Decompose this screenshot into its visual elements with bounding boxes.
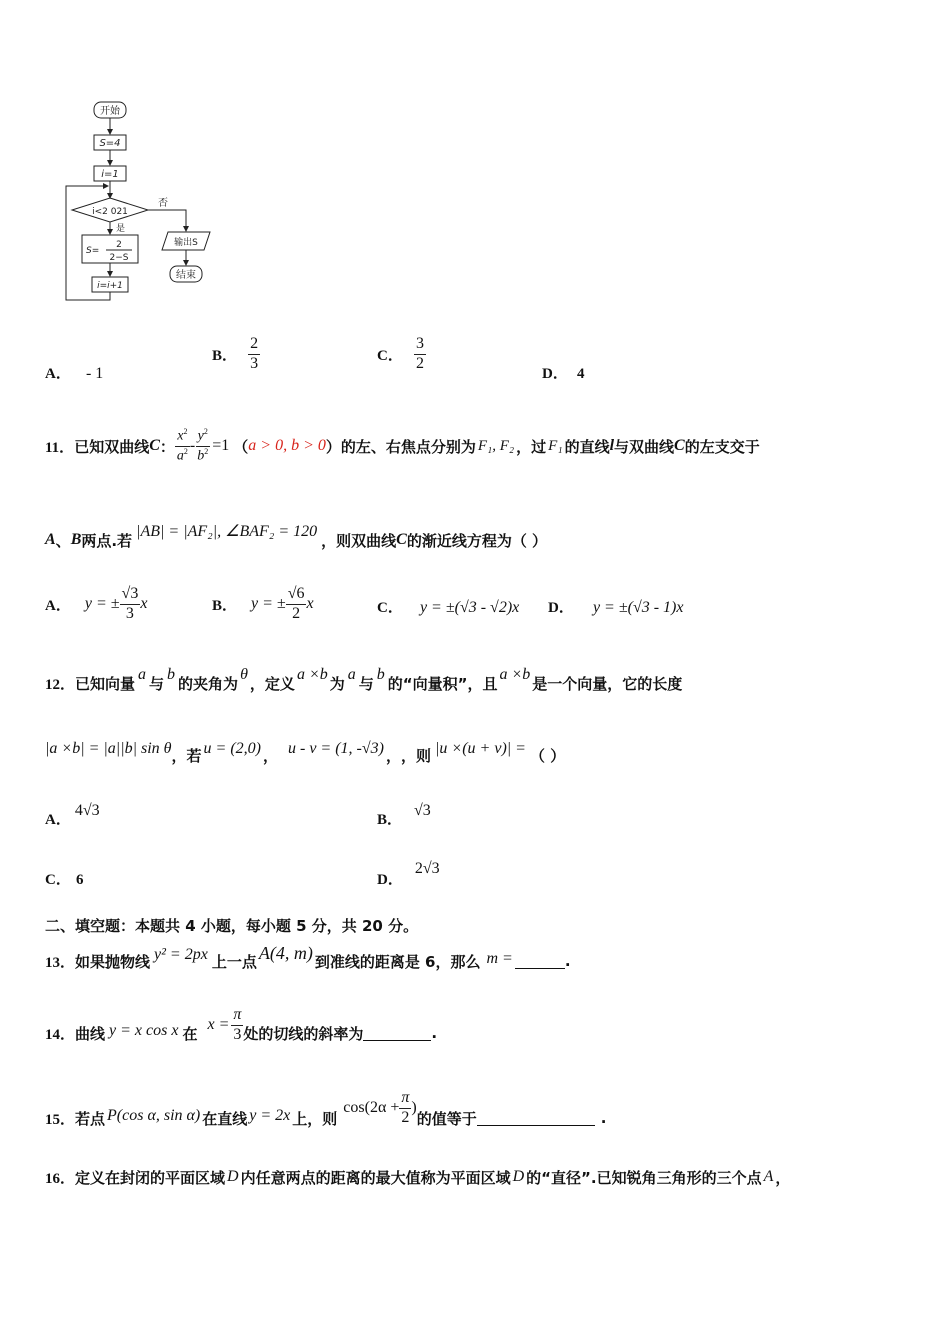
q14-x-eq: x =	[207, 1016, 230, 1033]
q14-end: .	[431, 1024, 438, 1042]
q15-text-1: 若点	[75, 1109, 106, 1128]
q12-text-3: 的夹角为	[178, 674, 239, 693]
flowchart	[60, 98, 230, 308]
flowchart-start-text: 开始	[100, 106, 120, 117]
q11-text-5: 与双曲线	[614, 437, 675, 456]
q11-line2	[45, 522, 547, 558]
q11-option-b-pre: y = ±	[251, 595, 286, 612]
q10-option-b-den: 3	[250, 354, 259, 372]
q12-text-10b: ，	[386, 746, 402, 765]
q12-line1	[45, 668, 682, 698]
q11-option-d-expr: y = ±(√3 - 1)x	[592, 599, 684, 616]
q11-paren-open: （	[233, 437, 249, 456]
q11-option-c	[377, 596, 519, 617]
q11-option-b-label: B．	[212, 597, 238, 614]
flowchart-end-text: 结束	[176, 270, 196, 281]
q12-text-9: ，若	[171, 746, 202, 765]
q10-option-d-label: D．	[542, 366, 568, 382]
q11-eq1: =1	[212, 437, 230, 454]
q14-answer-blank[interactable]	[363, 1026, 431, 1041]
q13	[45, 944, 571, 978]
q12-text-7: 的“向量积”，且	[387, 674, 498, 693]
q11-minus: -	[189, 437, 196, 454]
q12-text-10: ，	[262, 746, 278, 765]
q13-answer-blank[interactable]	[515, 954, 565, 969]
q11-text-7: 两点.若	[81, 531, 133, 550]
q11-foci: F₁, F₂	[477, 437, 515, 454]
q12-option-d-label: D．	[377, 872, 403, 888]
q12-option-d-value: 2√3	[414, 859, 440, 877]
q11-text-9: 的渐近线方程为（ ）	[406, 531, 548, 550]
q11-sep: 、	[55, 531, 71, 550]
q10-option-c-label: C．	[377, 347, 403, 364]
flowchart-assign-lhs: S=	[86, 246, 100, 256]
q12-line2	[45, 738, 565, 772]
q11-condition: a > 0, b > 0	[248, 437, 326, 454]
section-2-heading: 二、填空题：本题共 4 小题，每小题 5 分，共 20 分。	[45, 917, 419, 935]
q15-end: .	[600, 1109, 607, 1127]
q15	[45, 1083, 606, 1133]
q16-text-1: 定义在封闭的平面区域	[75, 1168, 226, 1187]
q15-number: 15．	[45, 1111, 76, 1128]
q10-option-b-num: 2	[248, 336, 260, 355]
q15-line: y = 2x	[249, 1107, 291, 1124]
q13-number: 13．	[45, 954, 76, 971]
q12-expression: |u ×(u + v)| =	[435, 740, 526, 757]
flowchart-output-text: 输出S	[174, 238, 198, 248]
q11-y: y	[197, 428, 204, 444]
q11-option-d	[548, 596, 683, 617]
q11-sup-y: 2	[203, 427, 208, 437]
flowchart-yes-text: 是	[116, 224, 126, 234]
q11-l: l	[609, 437, 615, 454]
q11-option-b	[212, 580, 314, 628]
q12-option-b-label: B．	[377, 812, 403, 828]
q11-text-3: ，过	[516, 437, 547, 456]
q12-text-2: 与	[149, 674, 165, 693]
q12-text-5: 为	[329, 674, 345, 693]
q13-equation: y² = 2px	[154, 946, 208, 963]
q12-text-4: ，定义	[249, 674, 295, 693]
q11-c3: C	[396, 531, 407, 548]
q12-option-b-value: √3	[414, 801, 431, 819]
q11-number: 11．	[45, 439, 75, 456]
q16-d1: D	[227, 1168, 239, 1185]
q15-text-2: 在直线	[202, 1109, 248, 1128]
q12-text-6: 与	[358, 674, 374, 693]
q12-b-2: b	[376, 666, 385, 683]
q16-text-2: 内任意两点的距离的最大值称为平面区域	[240, 1168, 511, 1187]
q10-option-a-value: - 1	[85, 365, 104, 382]
q12-a-2: a	[347, 666, 356, 683]
q11-b: b	[197, 448, 205, 464]
q11-point-b: B	[70, 531, 82, 548]
q15-text-3: 上，则	[292, 1109, 338, 1128]
q11-sup-x: 2	[183, 427, 188, 437]
q12-u: u = (2,0)	[203, 740, 261, 757]
q11-option-a-post: x	[140, 595, 148, 612]
q15-pi: π	[399, 1090, 411, 1109]
q14-pi: π	[231, 1007, 243, 1026]
q11-option-a	[45, 580, 147, 628]
flowchart-no-text: 否	[158, 198, 168, 209]
q12-option-c-value: 6	[75, 872, 84, 888]
q16	[45, 1164, 790, 1190]
q11-option-a-label: A．	[45, 597, 71, 614]
q11-paren-close: ）	[325, 437, 341, 456]
q13-text-2: 上一点	[211, 952, 257, 971]
q12-option-a-value: 4√3	[74, 801, 100, 819]
q11-condition-2: |AB| = |AF₂|, ∠BAF₂ = 120	[136, 523, 318, 540]
q11-a: a	[176, 448, 184, 464]
q15-point: P(cos α, sin α)	[107, 1107, 201, 1124]
flowchart-s-init-text: S=4	[99, 138, 121, 149]
q14-text-3: 处的切线的斜率为	[243, 1024, 364, 1043]
flowchart-assign-num: 2	[116, 240, 122, 250]
q16-d2: D	[512, 1168, 525, 1185]
q14-text-2: 在	[182, 1024, 198, 1043]
q14	[45, 1000, 437, 1050]
q10-option-d	[542, 362, 584, 383]
q10-option-a	[45, 362, 103, 383]
q12-option-c-label: C．	[45, 872, 71, 888]
q10-option-c-num: 3	[414, 336, 426, 355]
q10-option-a-label: A．	[45, 366, 71, 382]
q10-option-c	[377, 336, 426, 373]
q12-text-12: （ ）	[529, 746, 566, 765]
q12-text-11: ，则	[401, 746, 432, 765]
q11-text-2: 的左、右焦点分别为	[340, 437, 476, 456]
q11-option-b-den: 2	[292, 604, 301, 622]
q12-text-8: 是一个向量，它的长度	[532, 674, 683, 693]
q12-uv: u - v = (1, -√3)	[288, 740, 384, 757]
q13-m: m =	[486, 950, 513, 967]
q14-equation: y = x cos x	[109, 1022, 179, 1039]
q11-option-a-pre: y = ±	[84, 595, 120, 612]
q11-sup-b: 2	[204, 446, 209, 456]
q14-number: 14．	[45, 1026, 76, 1043]
q10-option-c-den: 2	[415, 354, 424, 372]
q15-cos-post: )	[411, 1099, 417, 1116]
q11-line1	[45, 420, 760, 472]
flowchart-cond-text: i<2 021	[92, 207, 128, 217]
q10-option-d-value: 4	[576, 366, 585, 382]
q11-option-d-label: D．	[548, 600, 574, 616]
q12-definition: |a ×b| = |a||b| sin θ	[45, 740, 172, 757]
q12-axb-1: a ×b	[296, 666, 328, 683]
q14-three: 3	[233, 1025, 242, 1043]
q13-point: A(4, m)	[258, 942, 313, 963]
q13-end: .	[564, 952, 571, 970]
q15-text-4: 的值等于	[416, 1109, 477, 1128]
q12-option-b	[377, 800, 431, 828]
q11-point-a: A	[45, 531, 56, 548]
q16-end: ，	[775, 1168, 791, 1187]
q13-text-1: 如果抛物线	[75, 952, 151, 971]
q12-option-c	[45, 868, 83, 889]
q12-text-1: 已知向量	[75, 674, 136, 693]
q14-text-1: 曲线	[75, 1024, 106, 1043]
q15-two: 2	[401, 1108, 410, 1126]
q11-text-4: 的直线	[564, 437, 610, 456]
q11-text-8: ，则双曲线	[321, 531, 397, 550]
flowchart-assign-den: 2−S	[109, 253, 129, 263]
q11-text-6: 的左支交于	[684, 437, 760, 456]
q11-option-a-num: √3	[120, 586, 141, 605]
q11-text-1: 已知双曲线	[74, 437, 150, 456]
q12-option-a	[45, 800, 100, 828]
q11-c-var: C	[149, 437, 160, 454]
q11-option-c-expr: y = ±(√3 - √2)x	[419, 599, 520, 616]
q15-cos-pre: cos(2α +	[343, 1099, 400, 1116]
q11-option-a-den: 3	[125, 604, 134, 622]
q11-colon: ：	[159, 437, 175, 456]
q16-number: 16．	[45, 1170, 76, 1187]
q16-text-3: 的“直径”.已知锐角三角形的三个点	[526, 1168, 762, 1187]
q12-option-a-label: A．	[45, 812, 71, 828]
flowchart-i-init-text: i=1	[101, 169, 119, 180]
q11-f1: F₁	[548, 437, 563, 454]
q11-option-b-num: √6	[286, 586, 307, 605]
q12-theta: θ	[240, 666, 248, 683]
q12-b: b	[167, 666, 176, 683]
q15-answer-blank[interactable]	[477, 1111, 595, 1126]
q11-option-c-label: C．	[377, 600, 403, 616]
q12-number: 12．	[45, 676, 76, 693]
q13-text-3: 到准线的距离是 6，那么	[314, 952, 481, 971]
q11-option-b-post: x	[306, 595, 314, 612]
q12-a: a	[138, 666, 147, 683]
q11-sup-a: 2	[183, 446, 188, 456]
flowchart-incr-text: i=i+1	[97, 281, 123, 291]
q16-a: A	[763, 1168, 774, 1185]
q10-option-b-label: B．	[212, 347, 238, 364]
q11-x: x	[177, 428, 184, 444]
q10-option-b	[212, 336, 260, 373]
q11-c2: C	[674, 437, 685, 454]
q12-axb-2: a ×b	[499, 666, 531, 683]
q12-option-d	[377, 858, 440, 888]
